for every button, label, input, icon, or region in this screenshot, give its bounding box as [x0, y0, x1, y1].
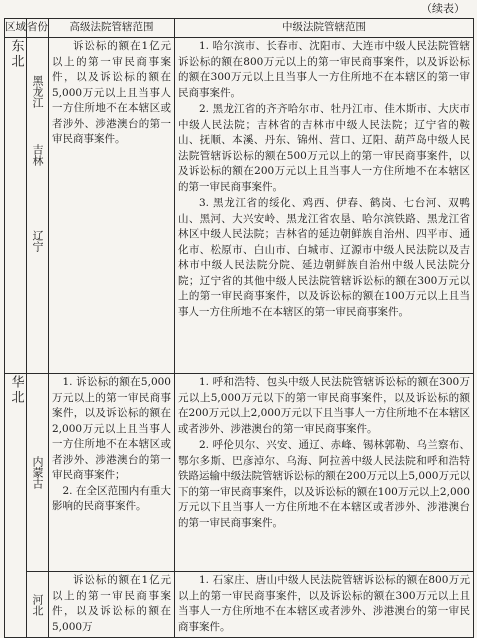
province-heilongjiang: 黑龙江 — [31, 75, 44, 108]
province-cell-neimenggu — [27, 374, 49, 572]
high-item: 2. 在全区范围内有重大影响的民商事案件。 — [52, 484, 171, 512]
province-cell-hebei — [27, 572, 49, 638]
mid-item: 2. 呼伦贝尔、兴安、通辽、赤峰、锡林郭勒、乌兰察布、鄂尔多斯、巴彦淖尔、乌海、阿拉善中级人民法院和呼和浩特铁路运输中级法院管辖诉讼标的额在200万元以上5,000万元以下的第一审民商事案件，以及诉讼标的额在100万元以上2,000万元以下且当事人一方住所地不在本辖区或者涉外、涉港澳台的第一审民商事案件。 — [178, 439, 470, 529]
region-label: 华北 — [8, 375, 24, 405]
mid-court-dongbei — [175, 38, 474, 374]
high-court-hebei: 诉讼标的额在1亿元以上的第一审民商事案件，以及诉讼标的额在5,000万 — [49, 572, 175, 638]
province-jilin: 吉林 — [31, 144, 44, 166]
header-intermediate-court: 中级法院管辖范围 — [175, 19, 474, 38]
high-court-dongbei: 诉讼标的额在1亿元以上的第一审民商事案件，以及诉讼标的额在5,000万元以上且当事人一方住所地不在本辖区或者涉外、涉港澳台的第一审民商事案件。 — [49, 38, 175, 374]
table-row-hebei — [5, 572, 474, 638]
high-court-neimenggu — [49, 374, 175, 572]
mid-court-neimenggu — [175, 374, 474, 572]
region-label: 东北 — [8, 39, 24, 69]
province-cell-dongbei — [27, 38, 49, 374]
region-dongbei — [5, 38, 27, 374]
mid-item: 2. 黑龙江省的齐齐哈尔市、牡丹江市、佳木斯市、大庆市中级人民法院；吉林省的吉林市中级人民法院；辽宁省的鞍山、抚顺、本溪、丹东、锦州、营口、辽阳、葫芦岛中级人民法院管辖诉讼标的额在500万元以上的第一审民商事案件，以及诉讼标的额在200万元以上且当事人一方住所地不在本辖区的第一审民商事案件。 — [178, 103, 470, 193]
mid-item: 1. 石家庄、唐山中级人民法院管辖诉讼标的额在800万元以上的第一审民商事案件，以及诉讼标的额在300万元以上且当事人一方住所地不在本辖区或者涉外、涉港澳台的第一审民商事案件。 — [178, 574, 470, 633]
header-row — [5, 19, 474, 38]
jurisdiction-table — [4, 18, 474, 638]
province-hebei: 河北 — [31, 593, 44, 616]
continued-label: （续表） — [421, 2, 465, 15]
mid-court-hebei — [175, 572, 474, 638]
table-row-dongbei — [5, 38, 474, 374]
province-liaoning: 辽宁 — [31, 230, 44, 252]
mid-item: 1. 哈尔滨市、长春市、沈阳市、大连市中级人民法院管辖诉讼标的额在800万元以上的第一审民商事案件，以及诉讼标的额在300万元以上且当事人一方住所地不在本辖区的第一审民商事案件。 — [178, 40, 470, 99]
header-region: 区域 — [5, 19, 27, 38]
table-row-neimenggu — [5, 374, 474, 572]
mid-item: 3. 黑龙江省的绥化、鸡西、伊春、鹤岗、七台河、双鸭山、黑河、大兴安岭、黑龙江省农垦、哈尔滨铁路、黑龙江省林区中级人民法院；吉林省的延边朝鲜族自治州、四平市、通化市、松原市、白山市、白城市、辽源市中级人民法院以及吉林市中级人民法院分院、延边朝鲜族自治州中级人民法院分院；辽宁省的其他中级人民法院管辖诉讼标的额在300万元以上的第一审民商事案件，以及诉讼标的额在100万元以上且当事人一方住所地不在本辖区的第一审民商事案件。 — [178, 197, 470, 318]
header-province: 省份 — [27, 19, 49, 38]
region-huabei — [5, 374, 27, 638]
header-high-court: 高级法院管辖范围 — [49, 19, 175, 38]
high-item: 1. 诉讼标的额在5,000万元以上的第一审民商事案件，以及诉讼标的额在2,000万元以上且当事人一方住所地不在本辖区或者涉外、涉港澳台的第一审民商事案件； — [52, 376, 171, 481]
province-neimenggu: 内蒙古 — [31, 456, 44, 489]
mid-item: 1. 呼和浩特、包头中级人民法院管辖诉讼标的额在300万元以上5,000万元以下的第一审民商事案件，以及诉讼标的额在200万元以上2,000万元以下且当事人一方住所地不在本辖区或者涉外、涉港澳台的第一审民商事案件。 — [178, 376, 470, 435]
